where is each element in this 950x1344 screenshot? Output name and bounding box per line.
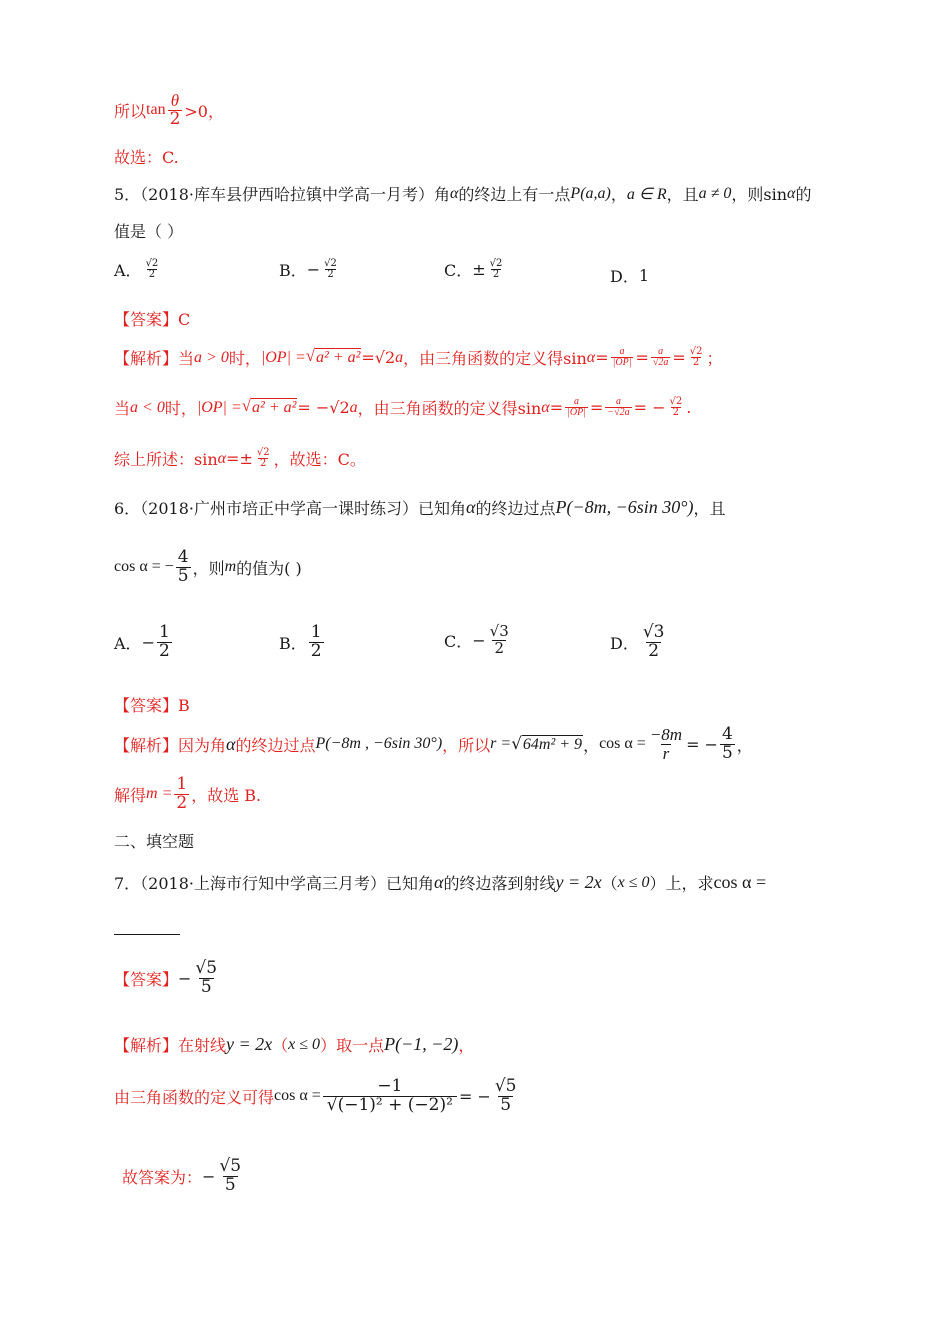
q6-option-c: C． − $\frac{√3}{2}$ [444,622,509,657]
fraction: $\frac{\theta}{2}$ [169,91,181,129]
q5-solution-3: 综上所述：sin α =± $\frac{√2}{2}$ ，故选：C。 [114,446,366,469]
q7-answer: 【答案】 − $\frac{√5}{5}$ [114,958,218,997]
q5-option-d: D． 1 [610,266,650,286]
q6-option-b: B． $\frac{1}{2}$ [279,622,322,661]
q6-stem-cont: cos α = − $\frac{4}{5}$ ，则 m 的值为( ) [114,547,302,586]
q5-solution-2: 当 a < 0 时， |OP| = √ a² + a² = − √2 a ，由三角函数的定义得sin α = $\frac{a}{|OP|}$ = $\frac{a}{-√2a}$ = − $\frac{√2}{2}$ . [114,395,692,418]
q6-option-d: D． $\frac{√3}{2}$ [610,622,665,661]
q7-solution-3: 故答案为： − $\frac{√5}{5}$ [122,1156,242,1195]
q6-solution-2: 解得 m = $\frac{1}{2}$ ，故选 B. [114,774,262,813]
q5-option-c: C． ± $\frac{√2}{2}$ [444,257,503,280]
q7-blank [114,933,180,935]
q7-solution-1: 【解析】 在射线 y = 2x （ x ≤ 0 ）取一点 P(−1, −2) ， [114,1034,475,1055]
q7-solution-2: 由三角函数的定义可得 cos α = $\frac{-1}{\text{√(−1)² + (−2)²}}$ = − $\frac{√5}{5}$ [114,1076,517,1115]
q5-option-a: A． $\frac{√2}{2}$ [114,257,159,280]
q5-stem-cont: 值是（ ） [114,222,184,241]
q5-option-b: B． − $\frac{√2}{2}$ [279,257,337,280]
conclusion-tan: 所以 tan $\frac{\theta}{2}$ >0， [114,91,224,129]
answer-blank [114,933,180,935]
section-heading: 二、填空题 [114,832,195,851]
q7-stem: 7．（2018·上海市行知中学高三月考）已知角 α 的终边落到射线 y = 2x （ x ≤ 0 ）上，求 cos α = [114,872,767,893]
q6-solution-1: 【解析】 因为角 α 的终边过点 P(−8m , −6sin 30°) ，所以 r = √ 64m² + 9 ， cos α = $\frac{-8m}{r}$ = − $\frac{4}{5}$ ， [114,724,753,763]
q5-answer: 【答案】C [114,310,191,329]
q6-option-a: A． − $\frac{1}{2}$ [114,622,170,661]
q5-solution-1: 【解析】 当 a > 0 时， |OP| = √ a² + a² = √2 a ，由三角函数的定义得sin α = $\frac{a}{|OP|}$ = $\frac{a}{√2a}$ = $\frac{√2}{2}$ ； [114,345,723,368]
q6-answer: 【答案】B [114,696,190,715]
choice-line: 故选：C. [114,148,179,167]
q5-stem: 5．（2018·库车县伊西哈拉镇中学高一月考）角 α 的终边上有一点 P(a,a) ， a ∈ R ，且 a ≠ 0 ，则sin α 的 [114,184,812,204]
q6-stem: 6．（2018·广州市培正中学高一课时练习）已知角 α 的终边过点 P(−8m, −6sin 30°) ，且 [114,497,726,518]
